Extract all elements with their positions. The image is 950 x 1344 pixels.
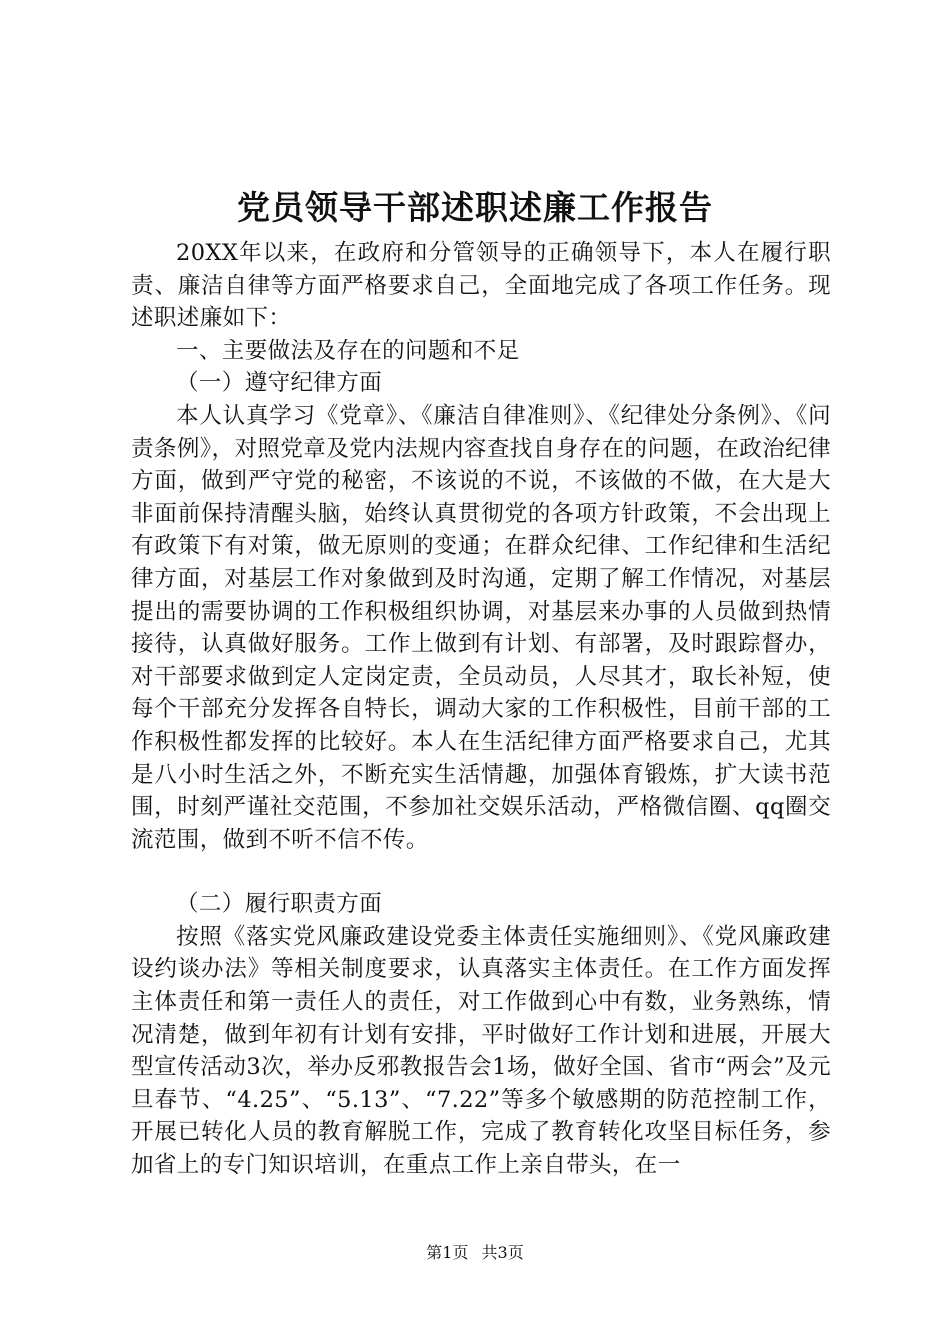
intro-paragraph: 20XX年以来，在政府和分管领导的正确领导下，本人在履行职责、廉洁自律等方面严格要求自己，全面地完成了各项工作任务。现述职述廉如下： xyxy=(131,240,831,332)
duty-paragraph: 按照《落实党风廉政建设党委主体责任实施细则》、《党风廉政建设约谈办法》等相关制度要求，认真落实主体责任。在工作方面发挥主体责任和第一责任人的责任，对工作做到心中有数，业务熟练，情况清楚，做到年初有计划有安排，平时做好工作计划和进展，开展大型宣传活动3次，举办反邪教报告会1场，做好全国、省市“两会”及元旦春节、“4.25”、“5.13”、“7.22”等多个敏感期的防范控制工作，开展已转化人员的教育解脱工作，完成了教育转化攻坚目标任务，参加省上的专门知识培训，在重点工作上亲自带头，在一 xyxy=(131,923,831,1179)
document-body xyxy=(131,237,831,1182)
subsection-heading: （二）履行职责方面 xyxy=(176,891,383,918)
page-total: 共3页 xyxy=(481,1243,524,1262)
page-number: 第1页 xyxy=(426,1243,469,1262)
section-heading: 一、主要做法及存在的问题和不足 xyxy=(176,337,520,364)
subsection-heading: （一）遵守纪律方面 xyxy=(176,370,383,397)
page-footer xyxy=(0,1242,950,1264)
page-title: 党员领导干部述职述廉工作报告 xyxy=(237,188,713,227)
discipline-paragraph: 本人认真学习《党章》、《廉洁自律准则》、《纪律处分条例》、《问责条例》，对照党章及党内法规内容查找自身存在的问题，在政治纪律方面，做到严守党的秘密，不该说的不说，不该做的不做，在大是大非面前保持清醒头脑，始终认真贯彻党的各项方针政策，不会出现上有政策下有对策，做无原则的变通；在群众纪律、工作纪律和生活纪律方面，对基层工作对象做到及时沟通，定期了解工作情况，对基层提出的需要协调的工作积极组织协调，对基层来办事的人员做到热情接待，认真做好服务。工作上做到有计划、有部署，及时跟踪督办，对干部要求做到定人定岗定责，全员动员，人尽其才，取长补短，使每个干部充分发挥各自特长，调动大家的工作积极性，目前干部的工作积极性都发挥的比较好。本人在生活纪律方面严格要求自己，尤其是八小时生活之外，不断充实生活情趣，加强体育锻炼，扩大读书范围，时刻严谨社交范围，不参加社交娱乐活动，严格微信圈、qq圈交流范围，做到不听不信不传。 xyxy=(131,402,831,853)
paragraph-spacer xyxy=(131,856,831,888)
